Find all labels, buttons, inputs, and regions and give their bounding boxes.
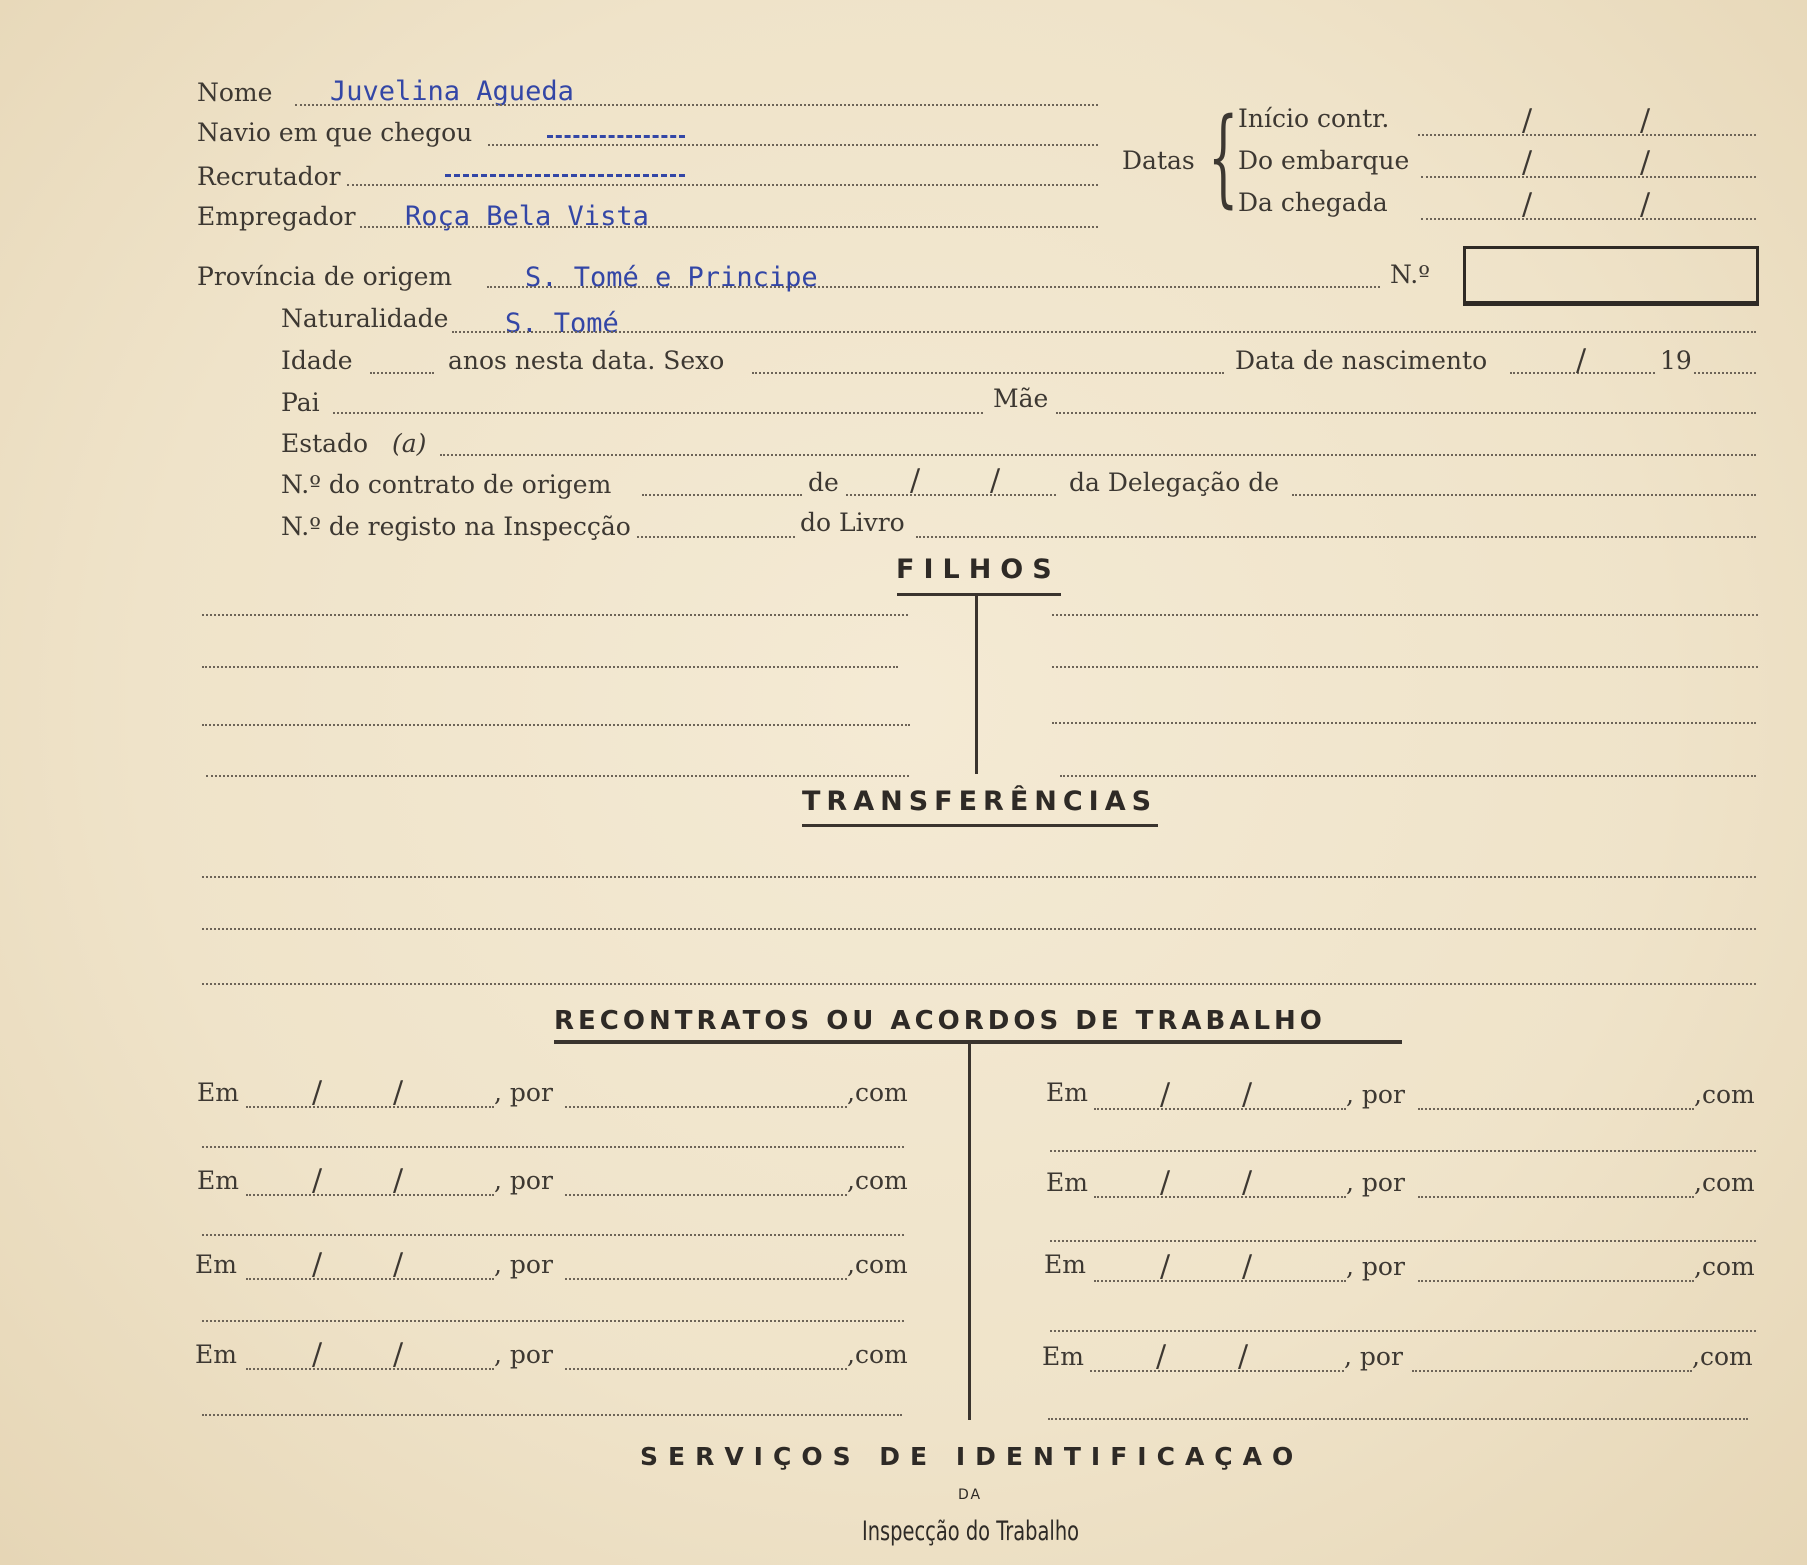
- embarque-line: [1421, 176, 1756, 178]
- por-label: , por: [494, 1340, 553, 1369]
- date-slash: /: [393, 1247, 404, 1282]
- transferencias-heading: TRANSFERÊNCIAS: [802, 786, 1158, 817]
- por-line: [1412, 1370, 1692, 1372]
- datas-brace: {: [1208, 95, 1239, 218]
- contrato-slash-1: /: [910, 463, 921, 498]
- filhos-underline: [897, 593, 1061, 596]
- com-label: ,com: [847, 1340, 908, 1369]
- nascimento-slash: /: [1576, 343, 1587, 378]
- filhos-right-line-4: [1060, 775, 1756, 777]
- sexo-line: [752, 372, 1224, 374]
- por-label: , por: [1344, 1342, 1403, 1371]
- com-label: ,com: [847, 1250, 908, 1279]
- por-line: [565, 1194, 847, 1196]
- date-line: [1094, 1280, 1346, 1282]
- estado-note: (a): [392, 429, 427, 458]
- por-line: [565, 1368, 847, 1370]
- por-line: [1418, 1196, 1694, 1198]
- transferencias-underline: [802, 824, 1158, 827]
- datas-label: Datas: [1122, 146, 1195, 175]
- filhos-left-line-3: [202, 724, 910, 726]
- contrato-label: N.º do contrato de origem: [281, 470, 612, 499]
- date-slash: /: [1238, 1339, 1249, 1374]
- pai-label: Pai: [281, 388, 320, 417]
- inicio-label: Início contr.: [1238, 104, 1390, 133]
- continuation-line: [202, 1320, 904, 1322]
- date-line: [246, 1194, 494, 1196]
- navio-line: [488, 144, 1098, 146]
- date-slash: /: [1160, 1077, 1171, 1112]
- livro-line: [916, 536, 1756, 538]
- mae-label: Mãe: [993, 384, 1049, 413]
- date-line: [246, 1106, 494, 1108]
- continuation-line: [202, 1414, 902, 1416]
- filhos-divider: [975, 596, 978, 774]
- em-label: Em: [197, 1078, 239, 1107]
- chegada-label: Da chegada: [1238, 188, 1388, 217]
- continuation-line: [202, 1146, 904, 1148]
- em-label: Em: [1044, 1250, 1086, 1279]
- recrutador-blank-mark: [445, 174, 685, 177]
- com-label: ,com: [1694, 1168, 1755, 1197]
- com-label: ,com: [847, 1078, 908, 1107]
- livro-label: do Livro: [800, 508, 905, 537]
- empregador-line: [360, 226, 1098, 228]
- provincia-label: Província de origem: [197, 262, 453, 291]
- por-label: , por: [1346, 1168, 1405, 1197]
- por-label: , por: [1346, 1252, 1405, 1281]
- date-slash: /: [1242, 1077, 1253, 1112]
- anos-sexo-label: anos nesta data. Sexo: [448, 346, 725, 375]
- empregador-label: Empregador: [197, 202, 356, 231]
- naturalidade-line: [452, 331, 1756, 333]
- footer-servicos: SERVIÇOS DE IDENTIFICAÇAO: [640, 1442, 1304, 1471]
- delegacao-line: [1292, 494, 1756, 496]
- date-line: [246, 1368, 494, 1370]
- date-line: [1094, 1108, 1346, 1110]
- idade-line: [370, 372, 434, 374]
- date-slash: /: [393, 1337, 404, 1372]
- filhos-right-line-1: [1052, 614, 1758, 616]
- transferencias-line-2: [202, 928, 1756, 930]
- inicio-slash-1: /: [1522, 103, 1533, 138]
- contrato-date-line: [846, 494, 1056, 496]
- date-line: [246, 1278, 494, 1280]
- empregador-value: Roça Bela Vista: [405, 201, 649, 232]
- provincia-value: S. Tomé e Principe: [525, 262, 818, 293]
- por-line: [565, 1106, 847, 1108]
- continuation-line: [1050, 1150, 1756, 1152]
- inicio-slash-2: /: [1640, 103, 1651, 138]
- recontratos-underline: [554, 1040, 1402, 1044]
- em-label: Em: [195, 1340, 237, 1369]
- date-slash: /: [393, 1075, 404, 1110]
- provincia-line: [487, 286, 1380, 288]
- transferencias-line-3: [202, 983, 1756, 985]
- nome-line: [295, 104, 1098, 106]
- por-label: , por: [494, 1250, 553, 1279]
- por-line: [1418, 1108, 1694, 1110]
- estado-line: [440, 454, 1756, 456]
- chegada-slash-2: /: [1640, 187, 1651, 222]
- embarque-slash-2: /: [1640, 145, 1651, 180]
- contrato-de-label: de: [808, 468, 839, 497]
- nome-label: Nome: [197, 78, 273, 107]
- contrato-line: [642, 494, 802, 496]
- por-label: , por: [1346, 1080, 1405, 1109]
- em-label: Em: [1042, 1342, 1084, 1371]
- estado-label: Estado: [281, 429, 369, 458]
- date-slash: /: [312, 1163, 323, 1198]
- continuation-line: [1048, 1418, 1748, 1420]
- date-slash: /: [1160, 1249, 1171, 1284]
- date-slash: /: [312, 1337, 323, 1372]
- filhos-left-line-1: [202, 614, 908, 616]
- por-line: [565, 1278, 847, 1280]
- date-slash: /: [312, 1075, 323, 1110]
- mae-line: [1056, 412, 1756, 414]
- recontratos-divider: [968, 1044, 971, 1420]
- date-slash: /: [393, 1163, 404, 1198]
- com-label: ,com: [847, 1166, 908, 1195]
- filhos-right-line-3: [1052, 722, 1756, 724]
- por-label: , por: [494, 1166, 553, 1195]
- em-label: Em: [1046, 1078, 1088, 1107]
- continuation-line: [1050, 1330, 1756, 1332]
- com-label: ,com: [1692, 1342, 1753, 1371]
- numero-label: N.º: [1390, 260, 1430, 289]
- recrutador-line: [347, 184, 1098, 186]
- navio-label: Navio em que chegou: [197, 118, 473, 147]
- continuation-line: [202, 1234, 904, 1236]
- em-label: Em: [195, 1250, 237, 1279]
- date-slash: /: [1242, 1249, 1253, 1284]
- com-label: ,com: [1694, 1252, 1755, 1281]
- date-line: [1090, 1370, 1344, 1372]
- inicio-line: [1418, 134, 1756, 136]
- nascimento-label: Data de nascimento: [1235, 346, 1488, 375]
- filhos-heading: FILHOS: [896, 554, 1061, 585]
- registo-line: [637, 536, 795, 538]
- recontratos-heading: RECONTRATOS OU ACORDOS DE TRABALHO: [554, 1006, 1326, 1036]
- numero-box: [1463, 246, 1759, 306]
- idade-label: Idade: [281, 346, 353, 375]
- filhos-right-line-2: [1052, 666, 1758, 668]
- date-slash: /: [1160, 1165, 1171, 1200]
- date-slash: /: [1156, 1339, 1167, 1374]
- embarque-label: Do embarque: [1238, 146, 1410, 175]
- transferencias-line-1: [202, 876, 1756, 878]
- nome-value: Juvelina Agueda: [330, 76, 574, 107]
- nascimento-year: 19: [1660, 346, 1692, 375]
- date-slash: /: [1242, 1165, 1253, 1200]
- filhos-left-line-2: [202, 666, 898, 668]
- footer-inspeccao: Inspecção do Trabalho: [862, 1516, 1080, 1547]
- pai-line: [333, 412, 983, 414]
- chegada-line: [1421, 218, 1756, 220]
- embarque-slash-1: /: [1522, 145, 1533, 180]
- naturalidade-value: S. Tomé: [505, 308, 619, 339]
- navio-blank-mark: [547, 135, 685, 138]
- continuation-line: [1050, 1240, 1756, 1242]
- por-line: [1418, 1280, 1694, 1282]
- footer-da: DA: [958, 1487, 983, 1503]
- chegada-slash-1: /: [1522, 187, 1533, 222]
- filhos-left-line-4: [206, 775, 909, 777]
- contrato-slash-2: /: [990, 463, 1001, 498]
- recrutador-label: Recrutador: [197, 162, 341, 191]
- delegacao-label: da Delegação de: [1069, 468, 1280, 497]
- em-label: Em: [1046, 1168, 1088, 1197]
- date-line: [1094, 1196, 1346, 1198]
- em-label: Em: [197, 1166, 239, 1195]
- registo-label: N.º de registo na Inspecção: [281, 512, 631, 541]
- com-label: ,com: [1694, 1080, 1755, 1109]
- date-slash: /: [312, 1247, 323, 1282]
- por-label: , por: [494, 1078, 553, 1107]
- nascimento-year-line: [1694, 372, 1756, 374]
- naturalidade-label: Naturalidade: [281, 304, 449, 333]
